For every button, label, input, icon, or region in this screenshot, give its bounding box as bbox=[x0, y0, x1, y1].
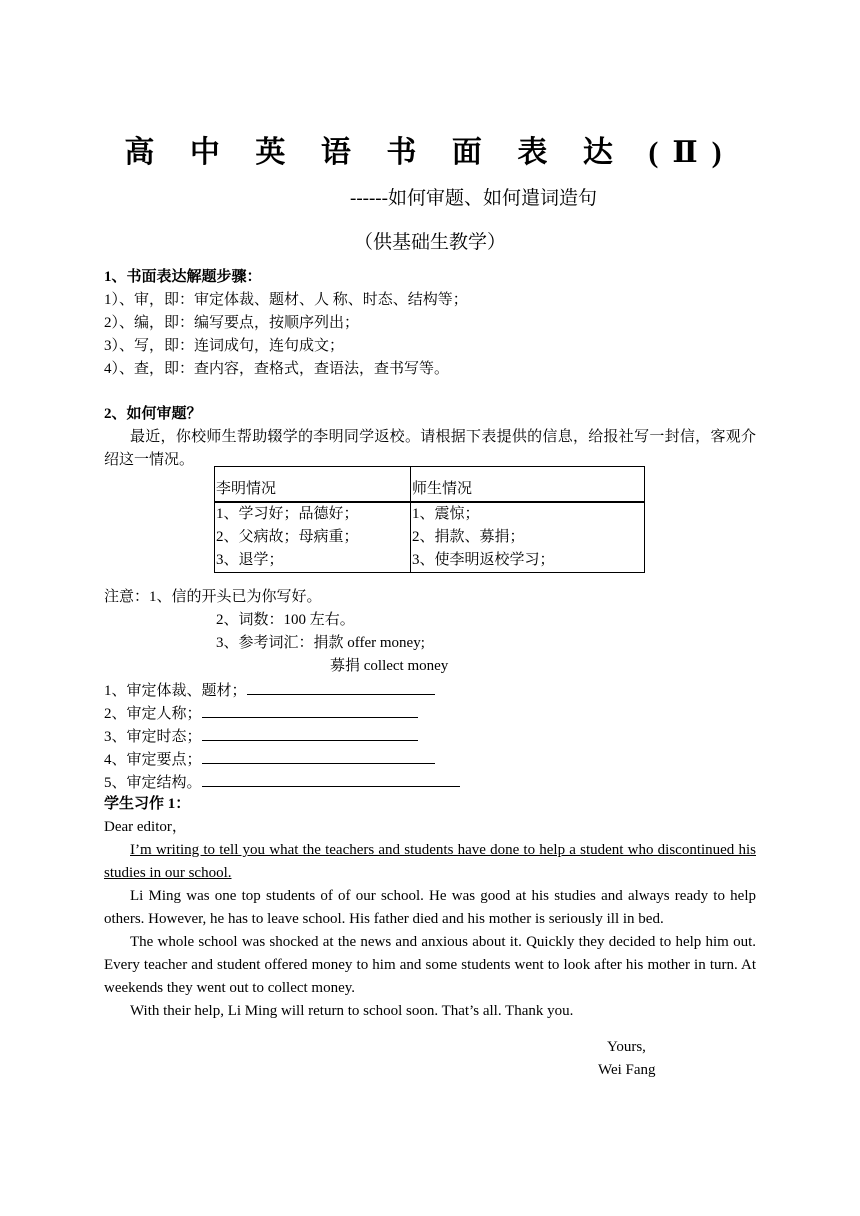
task-item bbox=[104, 770, 756, 793]
section-task bbox=[104, 403, 756, 472]
table-header-row bbox=[215, 467, 645, 503]
section-heading: 2、如何审题？ bbox=[104, 406, 202, 422]
task-label: 2、审定人称； bbox=[104, 706, 202, 722]
essay-paragraph: The whole school was shocked at the news and anxious about it. Quickly they decided to help him out. Every teacher and student offered money to him and some students went to look after his mother in turn. At weekends they went out to collect money. bbox=[104, 934, 756, 996]
note-line: 募捐 collect money bbox=[330, 658, 449, 674]
info-table bbox=[214, 466, 645, 573]
task-label: 3、审定时态； bbox=[104, 729, 202, 745]
section-heading: 1、书面表达解题步骤： bbox=[104, 269, 262, 285]
task-item bbox=[104, 678, 756, 701]
task-item bbox=[104, 701, 756, 724]
essay-opening: I’m writing to tell you what the teachers and students have done to help a student who discontinued his studies in our school. bbox=[104, 842, 756, 881]
table-cell bbox=[411, 502, 645, 573]
note-line: 2、词数：100 左右。 bbox=[216, 612, 355, 628]
page-title: 高 中 英 语 书 面 表 达 (Ⅱ) bbox=[124, 136, 736, 169]
answer-blank[interactable] bbox=[247, 678, 435, 695]
task-list bbox=[104, 678, 756, 1023]
step-item: 4）、查，即：查内容，查格式，查语法，查书写等。 bbox=[104, 361, 450, 377]
step-item: 1）、审，即：审定体裁、题材、人 称、时态、结构等； bbox=[104, 292, 468, 308]
essay-signature: Wei Fang bbox=[598, 1062, 656, 1078]
cell-line: 1、学习好；品德好； bbox=[216, 506, 359, 522]
cell-line: 2、父病故；母病重； bbox=[216, 529, 359, 545]
note-line: 注意：1、信的开头已为你写好。 bbox=[104, 589, 322, 605]
page-subtitle: ------如何审题、如何遣词造句 bbox=[350, 188, 597, 209]
essay-heading: 学生习作 1： bbox=[104, 796, 191, 812]
essay-paragraph: Li Ming was one top students of of our school. He was good at his studies and always ready to help others. However, he has to leave school. His father died and his mother is seriously ill in bed. bbox=[104, 888, 756, 927]
task-label: 1、审定体裁、题材； bbox=[104, 683, 247, 699]
task-label: 5、审定结构。 bbox=[104, 775, 202, 791]
task-item bbox=[104, 724, 756, 747]
task-item bbox=[104, 747, 756, 770]
cell-line: 3、使李明返校学习； bbox=[412, 552, 555, 568]
essay-closing: Yours, bbox=[607, 1039, 646, 1055]
table-row bbox=[215, 502, 645, 573]
step-item: 3）、写，即：连词成句，连句成文； bbox=[104, 338, 345, 354]
cell-line: 3、退学； bbox=[216, 552, 284, 568]
table-header-cell: 师生情况 bbox=[411, 467, 645, 503]
audience-note: （供基础生教学） bbox=[353, 232, 506, 253]
table-header-cell: 李明情况 bbox=[215, 467, 411, 503]
cell-line: 1、震惊； bbox=[412, 506, 480, 522]
note-line: 3、参考词汇：捐款 offer money; bbox=[216, 635, 425, 651]
task-prompt: 最近，你校师生帮助辍学的李明同学返校。请根据下表提供的信息，给报社写一封信，客观介绍这一情况。 bbox=[104, 429, 756, 468]
notes-block bbox=[104, 586, 448, 678]
answer-blank[interactable] bbox=[202, 701, 418, 718]
answer-blank[interactable] bbox=[202, 724, 418, 741]
answer-blank[interactable] bbox=[202, 770, 460, 787]
table-cell bbox=[215, 502, 411, 573]
answer-blank[interactable] bbox=[202, 747, 435, 764]
essay-paragraph: With their help, Li Ming will return to school soon. That’s all. Thank you. bbox=[130, 1003, 574, 1019]
essay-salutation: Dear editor， bbox=[104, 819, 187, 835]
section-steps bbox=[104, 266, 756, 381]
cell-line: 2、捐款、募捐； bbox=[412, 529, 525, 545]
task-label: 4、审定要点； bbox=[104, 752, 202, 768]
step-item: 2）、编，即：编写要点，按顺序列出； bbox=[104, 315, 360, 331]
